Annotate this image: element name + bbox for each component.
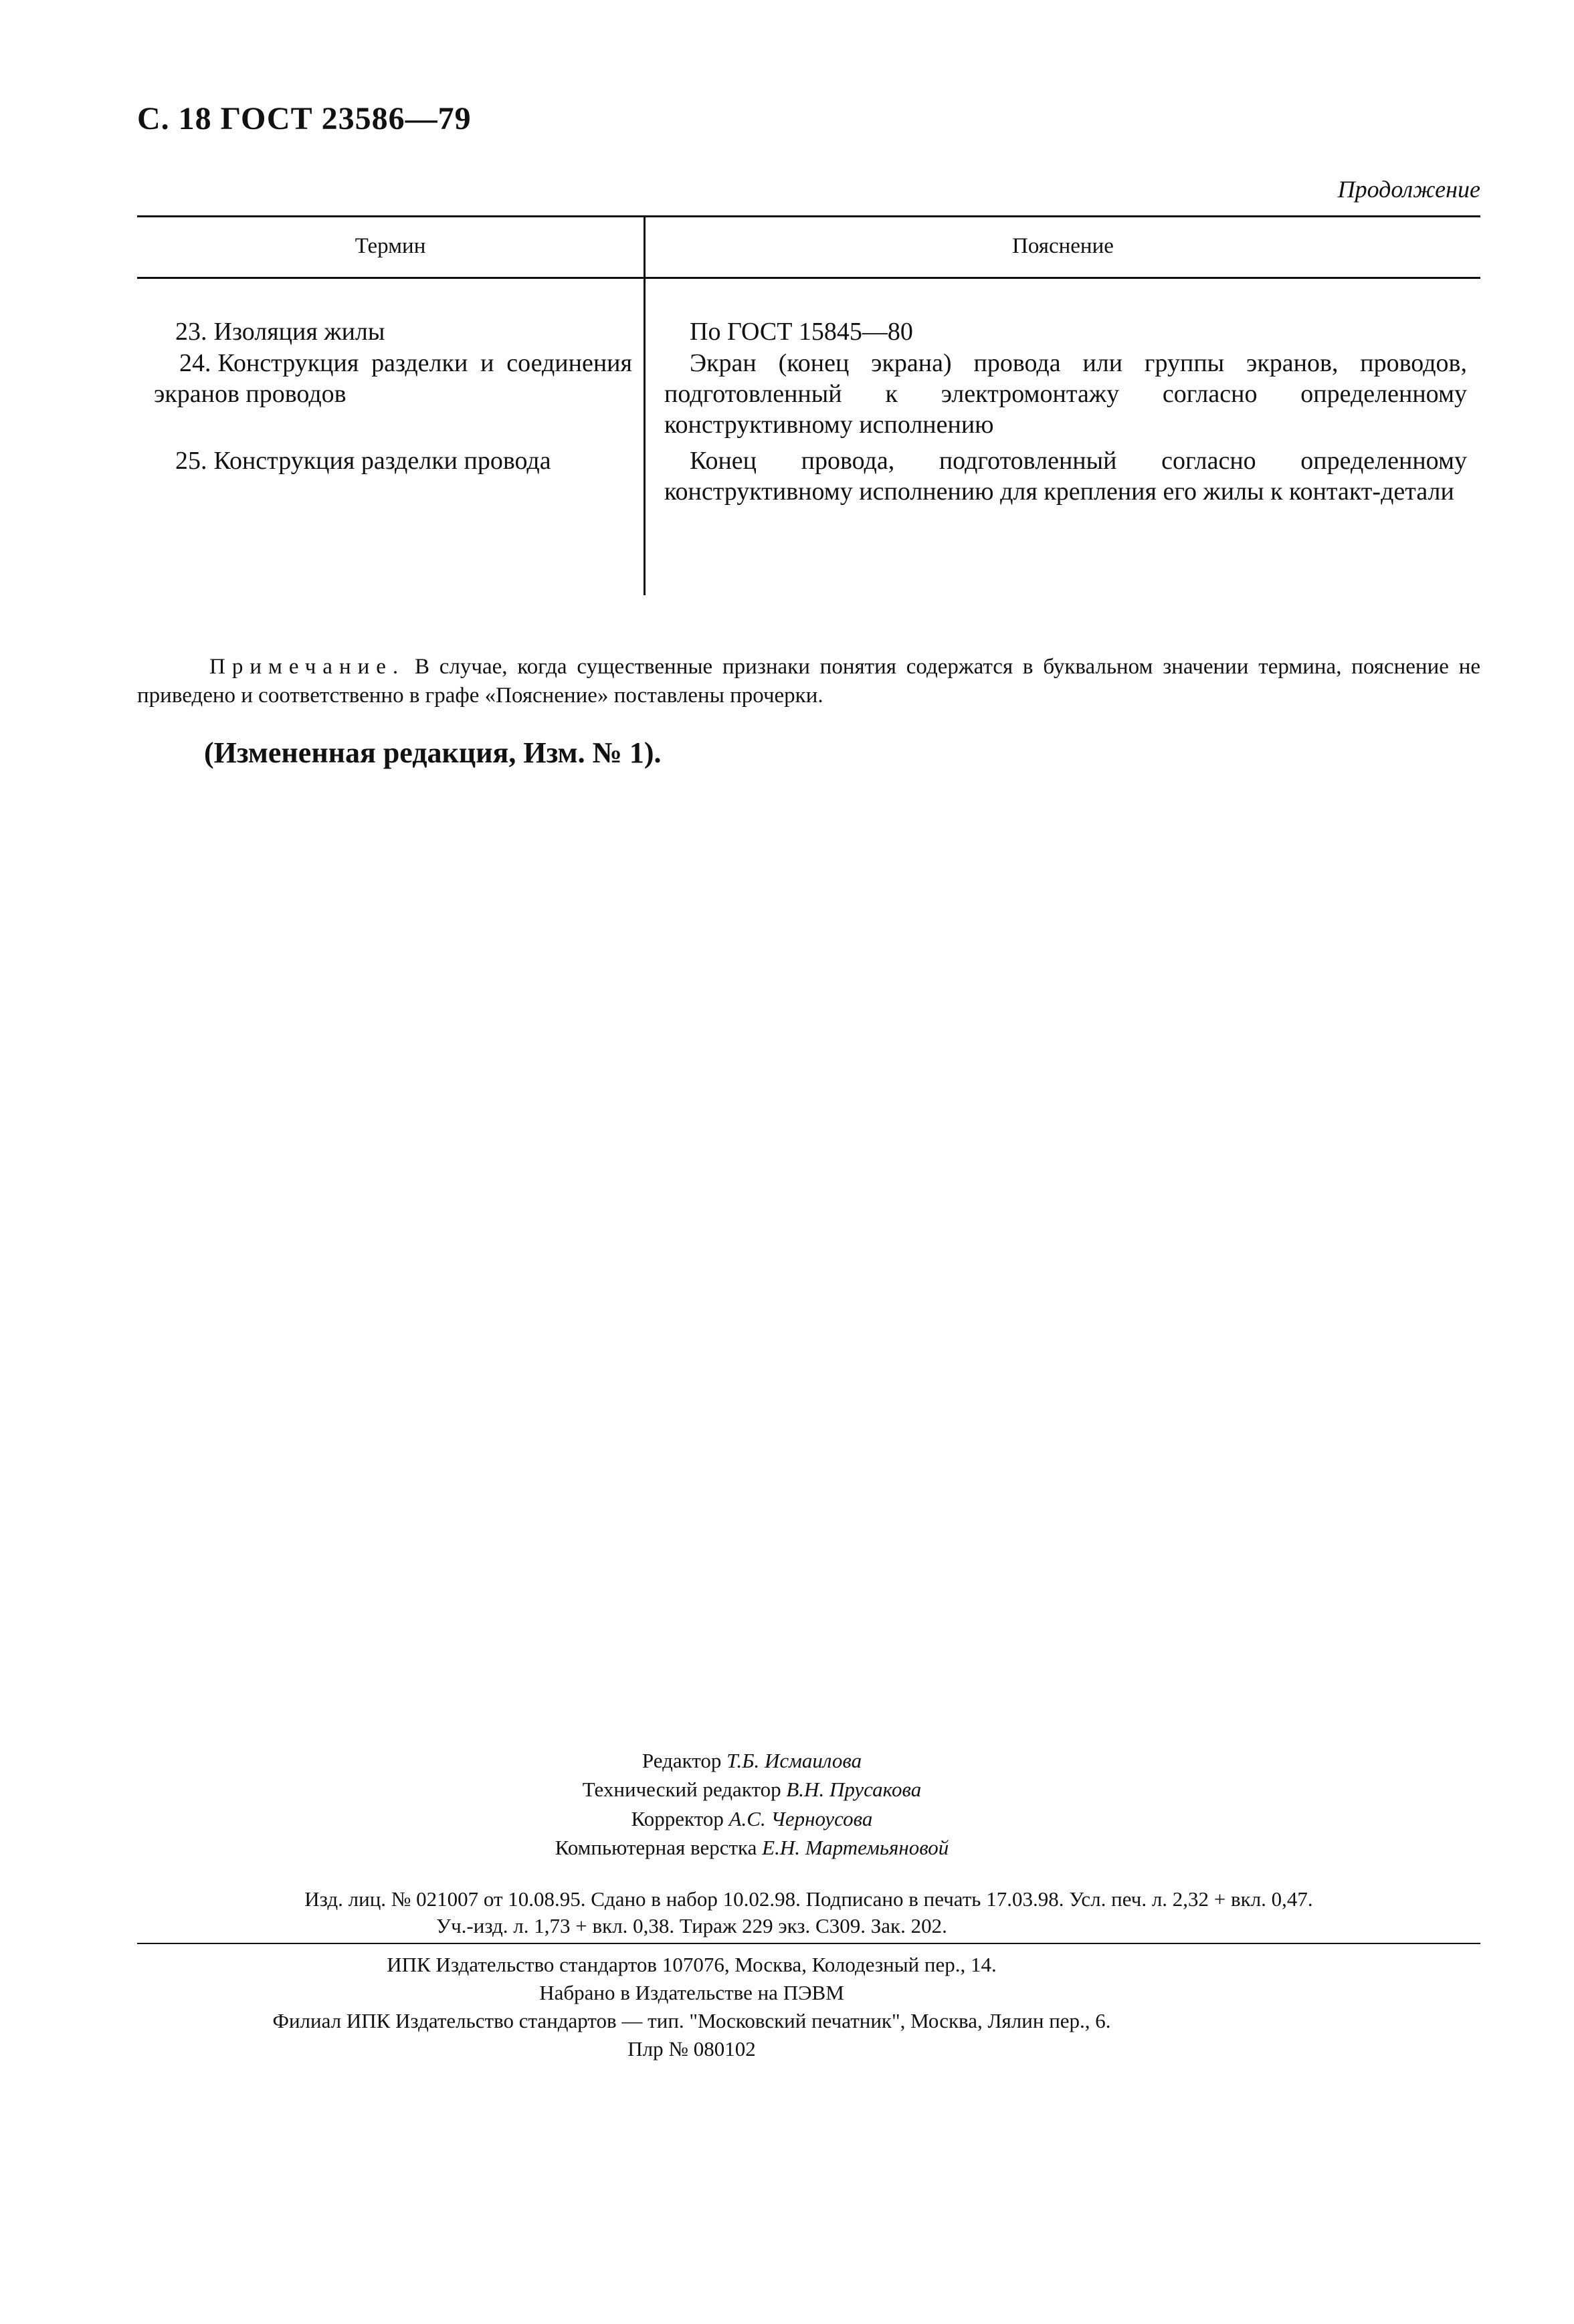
- note-paragraph: [137, 653, 1480, 710]
- imprint-branch: Филиал ИПК Издательство стандартов — тип. "Московский печатник", Москва, Лялин пер., 6.: [272, 2009, 1111, 2032]
- row-number: 25.: [175, 447, 207, 475]
- table-header-rule: [137, 277, 1480, 279]
- edition-note: (Измененная редакция, Изм. № 1).: [204, 736, 662, 769]
- table-row-explanation: По ГОСТ 15845—80: [690, 318, 913, 346]
- row-number: 23.: [175, 318, 207, 346]
- table-row-explanation: Экран (конец экрана) провода или группы экранов, проводов, подготовленный к электромонтажу согласно определенному конструктивному исполнению: [664, 349, 1467, 439]
- imprint-person: В.Н. Прусакова: [786, 1778, 922, 1801]
- imprint-rule: [137, 1943, 1480, 1944]
- imprint-plr: Плр № 080102: [627, 2037, 756, 2061]
- imprint-label: Корректор: [631, 1807, 724, 1830]
- term-text: Конструкция разделки провода: [213, 447, 551, 475]
- imprint-label: Редактор: [642, 1749, 722, 1772]
- imprint-license-line: Изд. лиц. № 021007 от 10.08.95. Сдано в набор 10.02.98. Подписано в печать 17.03.98. Усл. печ. л. 2,32 + вкл. 0,47.: [304, 1887, 1313, 1911]
- column-header-term: Термин: [355, 234, 426, 258]
- table-row-term: [175, 316, 385, 347]
- imprint-publisher: ИПК Издательство стандартов 107076, Москва, Колодезный пер., 14.: [387, 1953, 997, 1976]
- imprint-label: Технический редактор: [582, 1778, 781, 1801]
- imprint-person: А.С. Черноусова: [728, 1807, 873, 1830]
- term-text: Конструкция разделки и соединения экранов проводов: [154, 349, 632, 408]
- column-header-explanation: Пояснение: [1012, 234, 1114, 258]
- imprint-editor: [80, 1749, 1423, 1773]
- table-row-term: [175, 445, 551, 476]
- imprint-typeset: Набрано в Издательстве на ПЭВМ: [539, 1981, 844, 2004]
- imprint-corrector: [80, 1807, 1423, 1831]
- note-text: В случае, когда существенные признаки понятия содержатся в буквальном значении термина, пояснение не приведено и соответственно в графе «Пояснение» поставлены прочерки.: [137, 655, 1480, 708]
- imprint-license-line: Уч.-изд. л. 1,73 + вкл. 0,38. Тираж 229 экз. С309. Зак. 202.: [436, 1914, 947, 1937]
- page-header: С. 18 ГОСТ 23586—79: [137, 101, 472, 136]
- continuation-label: Продолжение: [1337, 176, 1480, 203]
- term-text: Изоляция жилы: [213, 318, 385, 346]
- imprint-layout: [80, 1836, 1423, 1860]
- imprint-person: Е.Н. Мартемьяновой: [762, 1836, 949, 1859]
- table-row-explanation: Конец провода, подготовленный согласно определенному конструктивному исполнению для крепления его жилы к контакт-детали: [664, 447, 1467, 506]
- imprint-tech-editor: [80, 1778, 1423, 1802]
- imprint-label: Компьютерная верстка: [555, 1836, 757, 1859]
- note-label: Примечание.: [209, 655, 405, 679]
- table-top-rule: [137, 215, 1480, 217]
- table-row-term: [154, 348, 632, 409]
- column-divider: [644, 215, 646, 595]
- imprint-person: Т.Б. Исмаилова: [726, 1749, 862, 1772]
- row-number: 24.: [179, 349, 211, 377]
